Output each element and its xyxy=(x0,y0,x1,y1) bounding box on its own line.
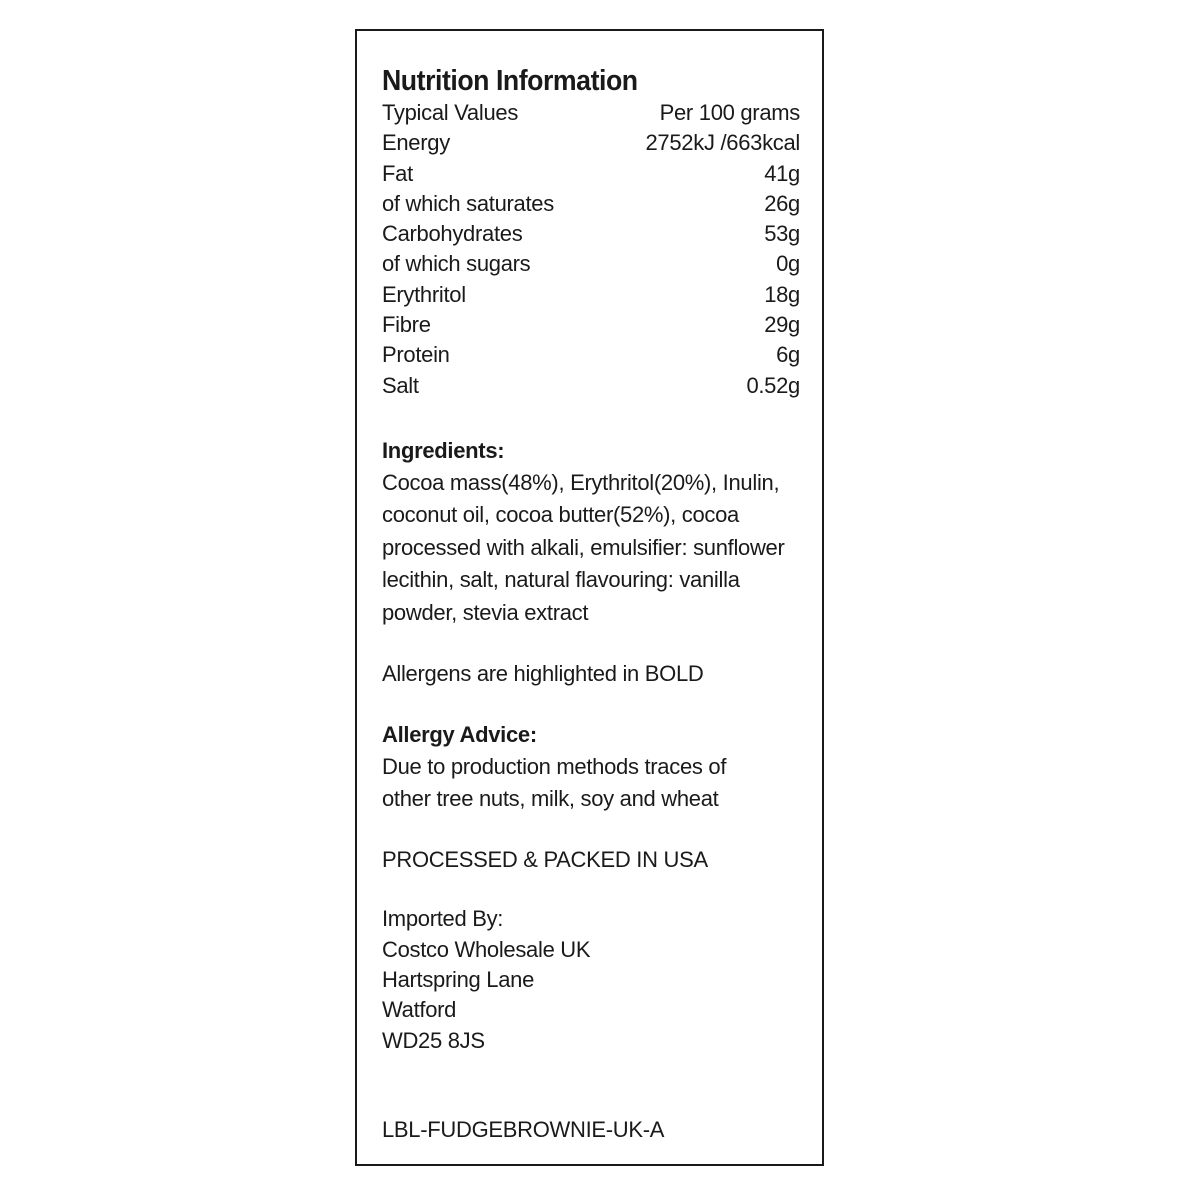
importer-line: Watford xyxy=(382,997,457,1023)
nutrition-title: Nutrition Information xyxy=(382,65,638,97)
importer-line: Hartspring Lane xyxy=(382,967,535,993)
nutrition-row-erythritol xyxy=(382,280,800,310)
importer-line: Costco Wholesale UK xyxy=(382,936,591,962)
importer-line: WD25 8JS xyxy=(382,1027,485,1053)
nutrition-row-carbohydrates xyxy=(382,219,800,249)
origin-statement: PROCESSED & PACKED IN USA xyxy=(382,846,708,872)
nutrient-label: of which saturates xyxy=(382,190,554,216)
nutrition-row-salt xyxy=(382,371,800,401)
importer-address xyxy=(382,904,800,1055)
nutrient-value: 41g xyxy=(764,160,800,186)
nutrition-table xyxy=(382,98,800,401)
nutrient-value: 26g xyxy=(764,190,800,216)
nutrient-label: Fibre xyxy=(382,312,431,338)
allergy-advice-line: Due to production methods traces of xyxy=(382,753,727,779)
ingredients-heading: Ingredients: xyxy=(382,437,505,463)
nutrition-header-value: Per 100 grams xyxy=(659,100,800,125)
nutrition-header-label: Typical Values xyxy=(382,100,519,125)
allergy-advice-heading: Allergy Advice: xyxy=(382,721,537,747)
nutrition-row-energy xyxy=(382,128,800,158)
nutrition-row-fat xyxy=(382,159,800,189)
ingredients-line: processed with alkali, emulsifier: sunflower xyxy=(382,534,785,560)
nutrition-row-fibre xyxy=(382,310,800,340)
nutrient-value: 6g xyxy=(776,342,800,368)
nutrient-value: 2752kJ /663kcal xyxy=(645,130,800,156)
allergens-note: Allergens are highlighted in BOLD xyxy=(382,661,704,687)
nutrient-value: 0g xyxy=(776,251,800,277)
ingredients-section xyxy=(382,435,800,630)
nutrient-value: 53g xyxy=(764,221,800,247)
nutrition-row-saturates xyxy=(382,189,800,219)
nutrient-value: 0.52g xyxy=(746,372,800,398)
ingredients-line: lecithin, salt, natural flavouring: vanilla xyxy=(382,567,740,593)
nutrient-value: 18g xyxy=(764,281,800,307)
nutrition-row-protein xyxy=(382,340,800,370)
allergy-advice-text xyxy=(382,751,800,816)
label-code: LBL-FUDGEBROWNIE-UK-A xyxy=(382,1116,665,1142)
label-content xyxy=(382,65,800,1146)
nutrient-label: Salt xyxy=(382,372,419,398)
allergy-advice-section xyxy=(382,719,800,816)
nutrition-row-sugars xyxy=(382,249,800,279)
ingredients-text xyxy=(382,467,800,630)
ingredients-line: powder, stevia extract xyxy=(382,599,589,625)
ingredients-line: coconut oil, cocoa butter(52%), cocoa xyxy=(382,502,739,528)
ingredients-line: Cocoa mass(48%), Erythritol(20%), Inulin, xyxy=(382,469,780,495)
nutrient-label: Erythritol xyxy=(382,281,466,307)
nutrient-label: of which sugars xyxy=(382,251,531,277)
nutrient-value: 29g xyxy=(764,312,800,338)
nutrition-header-row xyxy=(382,98,800,128)
allergy-advice-line: other tree nuts, milk, soy and wheat xyxy=(382,786,719,812)
nutrient-label: Protein xyxy=(382,342,450,368)
nutrient-label: Energy xyxy=(382,130,450,156)
nutrient-label: Carbohydrates xyxy=(382,221,523,247)
nutrient-label: Fat xyxy=(382,160,413,186)
importer-line: Imported By: xyxy=(382,906,504,932)
nutrition-label-panel xyxy=(355,29,824,1166)
